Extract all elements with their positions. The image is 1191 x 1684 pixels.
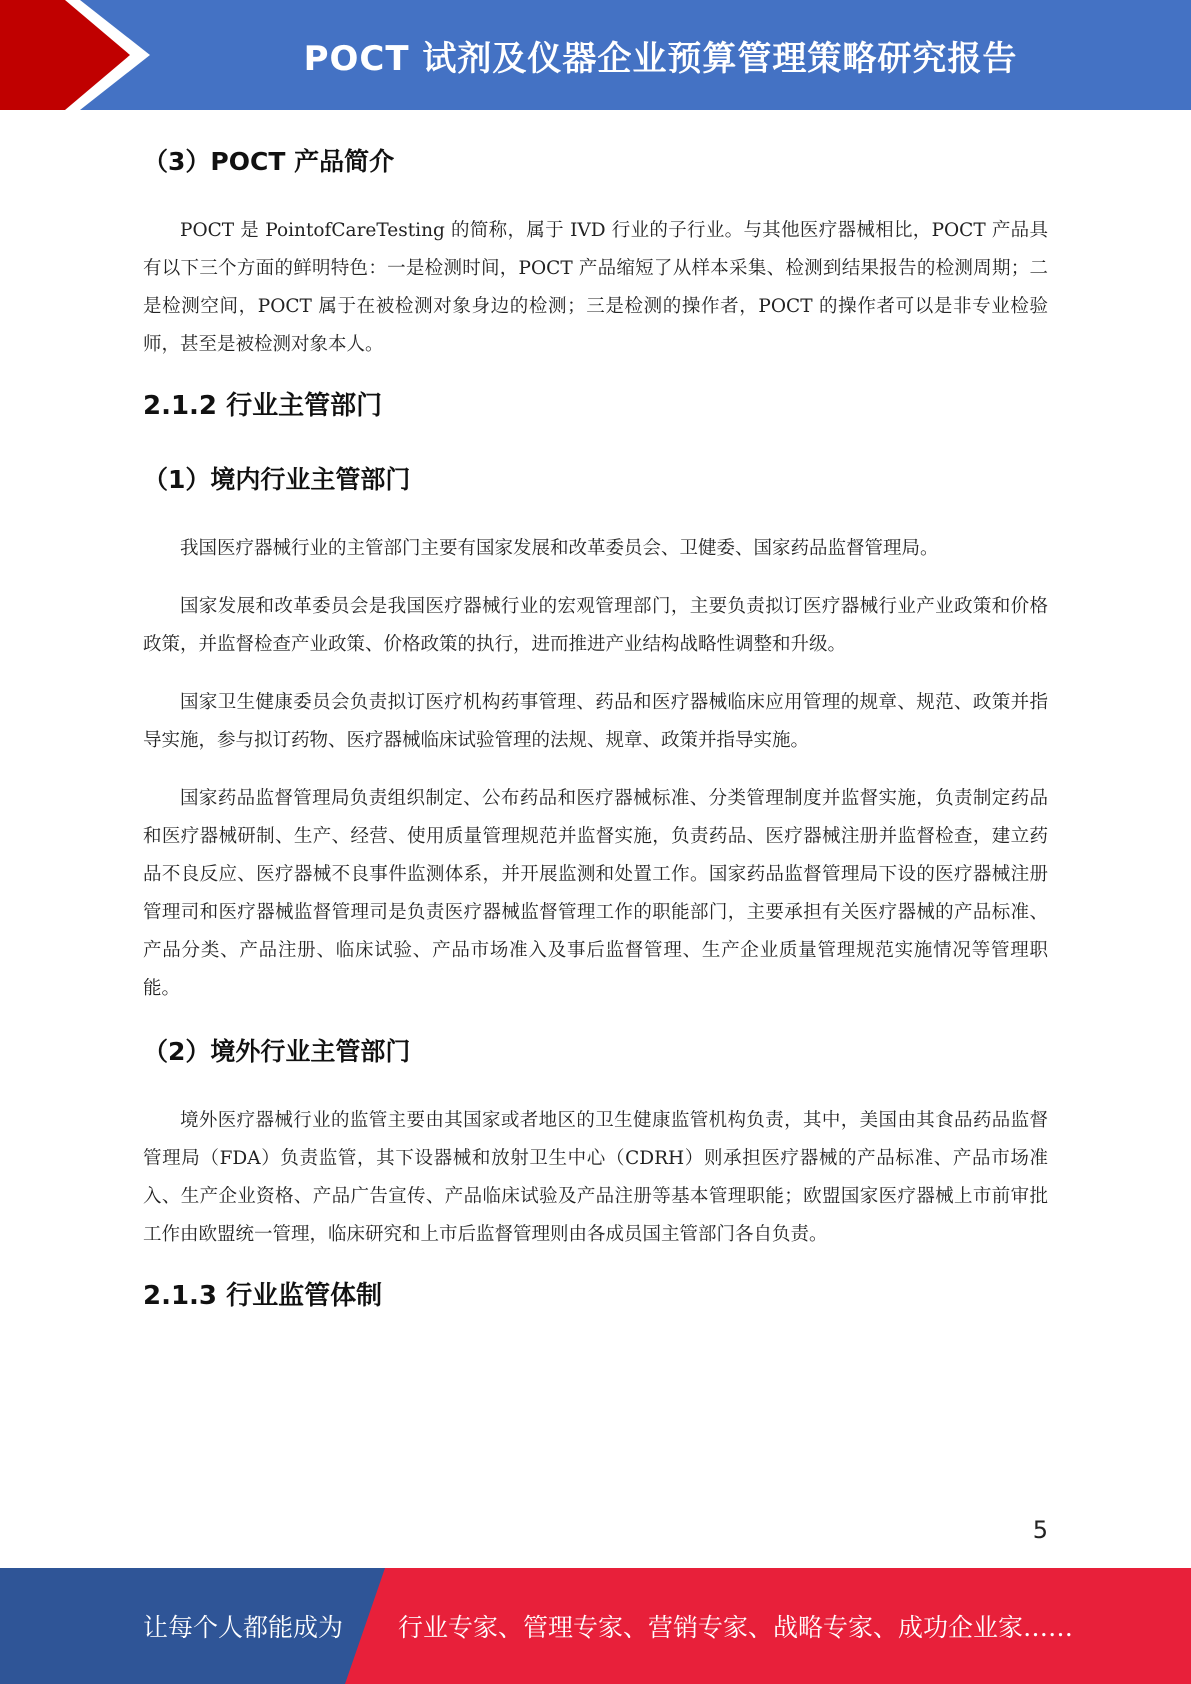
heading-poct-intro: （3）POCT 产品简介 [143, 147, 395, 176]
document-title: POCT 试剂及仪器企业预算管理策略研究报告 [303, 38, 1018, 79]
heading-foreign-authorities: （2）境外行业主管部门 [143, 1037, 411, 1066]
header-arrow-decoration [0, 0, 160, 110]
paragraph-poct-intro: POCT 是 PointofCareTesting 的简称，属于 IVD 行业的子行业。与其他医疗器械相比，POCT 产品具有以下三个方面的鲜明特色：一是检测时间，POCT 产品缩短了从样本采集、检测到结果报告的检测周期；二是检测空间，POCT 属于在被检测对象身边的检测；三是检测的操作者，POCT 的操作者可以是非专业检验师，甚至是被检测对象本人。 [143, 220, 1048, 355]
paragraph-domestic-3: 国家卫生健康委员会负责拟订医疗机构药事管理、药品和医疗器械临床应用管理的规章、规范、政策并指导实施，参与拟订药物、医疗器械临床试验管理的法规、规章、政策并指导实施。 [143, 692, 1048, 751]
paragraph-foreign-1: 境外医疗器械行业的监管主要由其国家或者地区的卫生健康监管机构负责，其中，美国由其食品药品监督管理局（FDA）负责监管，其下设器械和放射卫生中心（CDRH）则承担医疗器械的产品标准、产品市场准入、生产企业资格、产品广告宣传、产品临床试验及产品注册等基本管理职能；欧盟国家医疗器械上市前审批工作由欧盟统一管理，临床研究和上市后监督管理则由各成员国主管部门各自负责。 [143, 1110, 1048, 1245]
header-banner [0, 0, 1191, 110]
paragraph-domestic-1: 我国医疗器械行业的主管部门主要有国家发展和改革委员会、卫健委、国家药品监督管理局。 [180, 538, 939, 559]
footer-slogan-left: 让每个人都能成为 [143, 1613, 344, 1642]
paragraph-domestic-4: 国家药品监督管理局负责组织制定、公布药品和医疗器械标准、分类管理制度并监督实施，负责制定药品和医疗器械研制、生产、经营、使用质量管理规范并监督实施，负责药品、医疗器械注册并监督检查，建立药品不良反应、医疗器械不良事件监测体系，并开展监测和处置工作。国家药品监督管理局下设的医疗器械注册管理司和医疗器械监督管理司是负责医疗器械监督管理工作的职能部门，主要承担有关医疗器械的产品标准、产品分类、产品注册、临床试验、产品市场准入及事后监督管理、生产企业质量管理规范实施情况等管理职能。 [143, 788, 1048, 999]
page-number: 5 [1032, 1516, 1048, 1544]
footer-banner [0, 1568, 1191, 1684]
footer-slogan-right: 行业专家、管理专家、营销专家、战略专家、成功企业家…… [398, 1613, 1074, 1642]
heading-2-1-3: 2.1.3 行业监管体制 [143, 1281, 383, 1311]
heading-domestic-authorities: （1）境内行业主管部门 [143, 465, 411, 494]
document-body [143, 118, 1048, 1326]
heading-2-1-2: 2.1.2 行业主管部门 [143, 391, 383, 421]
paragraph-domestic-2: 国家发展和改革委员会是我国医疗器械行业的宏观管理部门，主要负责拟订医疗器械行业产业政策和价格政策，并监督检查产业政策、价格政策的执行，进而推进产业结构战略性调整和升级。 [143, 596, 1048, 655]
